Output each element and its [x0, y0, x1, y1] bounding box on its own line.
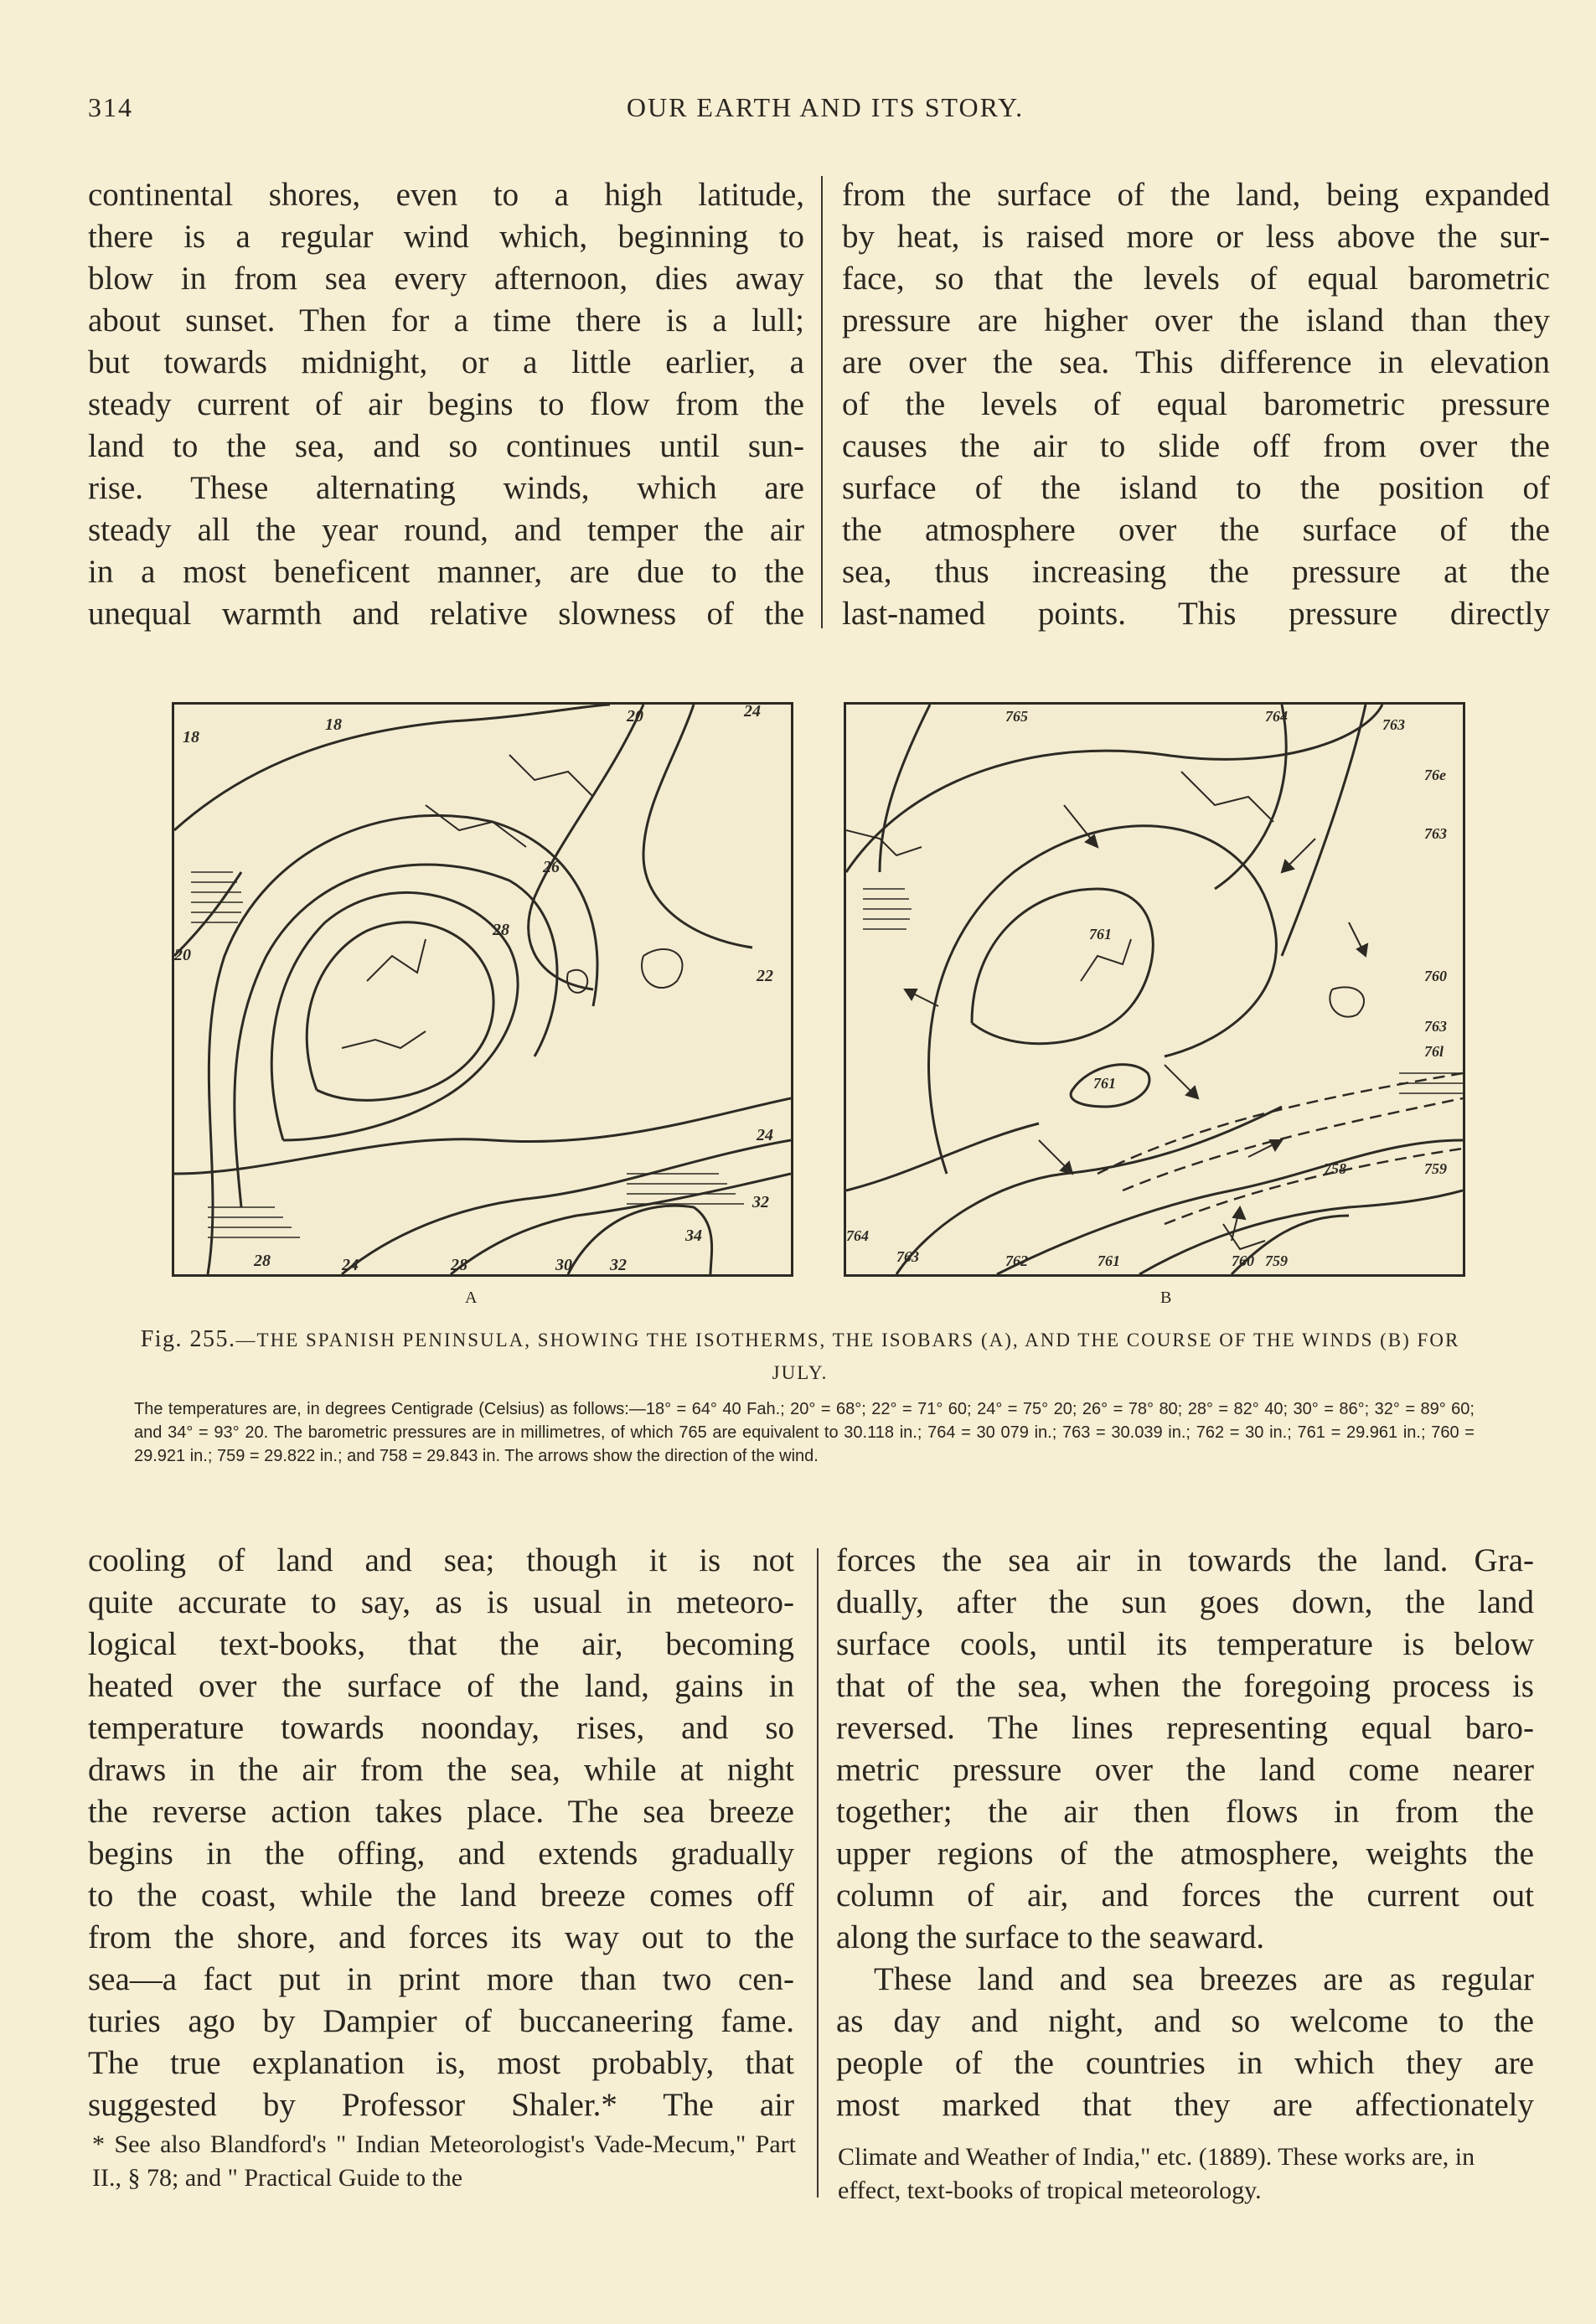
map-label: 763	[1424, 825, 1447, 842]
text-line: The true explanation is, most probably, that	[88, 2045, 794, 2081]
map-label: 34	[685, 1227, 702, 1245]
text-line: the atmosphere over the surface of the	[842, 512, 1550, 548]
map-label: 760	[1424, 968, 1447, 984]
text-line: people of the countries in which they are	[836, 2045, 1534, 2081]
text-line: dually, after the sun goes down, the land	[836, 1584, 1534, 1620]
text-line: steady current of air begins to flow from the	[88, 386, 804, 422]
text-line: temperature towards noonday, rises, and so	[88, 1710, 794, 1746]
text-line: to the coast, while the land breeze comes off	[88, 1877, 794, 1913]
text-line: These land and sea breezes are as regular	[874, 1961, 1534, 1997]
text-line: pressure are higher over the island than they	[842, 302, 1550, 338]
isotherm-map	[172, 702, 793, 1277]
text-line: there is a regular wind which, beginning to	[88, 219, 804, 255]
map-label: 763	[1382, 716, 1405, 733]
bottom-left-column	[88, 1540, 794, 2126]
map-label: 18	[325, 715, 342, 734]
figure-255	[172, 702, 1504, 1289]
page-number: 314	[88, 92, 133, 122]
map-label: 758	[1324, 1160, 1346, 1177]
map-label: 759	[1265, 1252, 1288, 1269]
text-line: the reverse action takes place. The sea breeze	[88, 1794, 794, 1830]
text-line: suggested by Professor Shaler.* The air	[88, 2087, 794, 2123]
text-line: sea, thus increasing the pressure at the	[842, 554, 1550, 590]
text-line: most marked that they are affectionately	[836, 2087, 1534, 2123]
text-line: steady all the year round, and temper the air	[88, 512, 804, 548]
figure-caption-text: —THE SPANISH PENINSULA, SHOWING THE ISOTHERMS, THE ISOBARS (A), AND THE COURSE OF THE WINDS (B) FOR JULY.	[235, 1330, 1460, 1383]
text-line: rise. These alternating winds, which are	[88, 470, 804, 506]
text-line: upper regions of the atmosphere, weights the	[836, 1836, 1534, 1872]
figure-note: The temperatures are, in degrees Centigrade (Celsius) as follows:—18° = 64° 40 Fah.; 20° = 68°; 22° = 71° 60; 24° = 75° 20; 26° = 78° 80; 28° = 82° 40; 30° = 86°; 32° = 89° 60; and 34° = 93° 20. The barometric pressures are in millimetres, of which 765 are equivalent to 30.118 in.; 764 = 30 079 in.; 763 = 30.039 in.; 762 = 30 in.; 761 = 29.961 in.; 760 = 29.921 in.; 759 = 29.822 in.; and 758 = 29.843 in. The arrows show the direction of the wind.	[134, 1400, 1475, 1465]
text-line: forces the sea air in towards the land. Gra-	[836, 1542, 1534, 1578]
isobar-map	[844, 702, 1465, 1277]
map-label: 32	[610, 1256, 627, 1274]
text-line: last-named points. This pressure directly	[842, 596, 1550, 632]
text-line: land to the sea, and so continues until sun-	[88, 428, 804, 464]
map-label: 762	[1005, 1252, 1028, 1269]
map-label: 20	[174, 946, 191, 964]
map-label: 764	[1265, 708, 1288, 725]
map-label: 24	[744, 705, 761, 720]
top-left-column	[88, 174, 804, 635]
text-line: by heat, is raised more or less above the sur-	[842, 219, 1550, 255]
text-line: heated over the surface of the land, gains in	[88, 1668, 794, 1704]
text-line: logical text-books, that the air, becoming	[88, 1626, 794, 1662]
map-label: 32	[752, 1193, 769, 1211]
text-line: about sunset. Then for a time there is a lull;	[88, 302, 804, 338]
text-line: but towards midnight, or a little earlier, a	[88, 344, 804, 380]
text-line: continental shores, even to a high latitude,	[88, 177, 804, 213]
text-line: together; the air then flows in from the	[836, 1794, 1534, 1830]
map-label: 764	[846, 1227, 869, 1244]
page-header	[88, 92, 1562, 134]
map-label: 18	[183, 728, 199, 746]
footnote-right: Climate and Weather of India," etc. (1889). These works are, in effect, text-books of tropical meteorology.	[838, 2143, 1475, 2204]
text-line: reversed. The lines representing equal baro-	[836, 1710, 1534, 1746]
map-label: 24	[757, 1126, 773, 1144]
map-label: 26	[543, 858, 560, 876]
map-label: 761	[1098, 1252, 1120, 1269]
map-label: 765	[1005, 708, 1028, 725]
map-label: 759	[1424, 1160, 1447, 1177]
map-label: 28	[254, 1252, 271, 1270]
panel-label-b: B	[1160, 1289, 1173, 1307]
text-line: from the surface of the land, being expanded	[842, 177, 1550, 213]
figure-caption	[126, 1324, 1475, 1389]
text-line: from the shore, and forces its way out to the	[88, 1919, 794, 1955]
map-label: 761	[1089, 926, 1112, 943]
text-line: metric pressure over the land come nearer	[836, 1752, 1534, 1788]
column-rule	[821, 176, 823, 628]
map-label: 24	[342, 1256, 359, 1274]
map-label: 76e	[1424, 767, 1446, 783]
map-label: 30	[555, 1256, 572, 1274]
bottom-right-column	[836, 1540, 1534, 2126]
text-line: face, so that the levels of equal barometric	[842, 261, 1550, 297]
map-label: 22	[757, 967, 773, 985]
map-label: 760	[1232, 1252, 1254, 1269]
text-line: blow in from sea every afternoon, dies away	[88, 261, 804, 297]
text-line: unequal warmth and relative slowness of the	[88, 596, 804, 632]
footnote-left: * See also Blandford's " Indian Meteorologist's Vade-Mecum," Part II., § 78; and " Practical Guide to the	[92, 2130, 796, 2192]
text-line: sea—a fact put in print more than two cen-	[88, 1961, 794, 1997]
text-line: begins in the offing, and extends gradually	[88, 1836, 794, 1872]
text-line: as day and night, and so welcome to the	[836, 2003, 1534, 2039]
text-line: cooling of land and sea; though it is not	[88, 1542, 794, 1578]
map-label: 28	[451, 1256, 467, 1274]
map-label: 761	[1093, 1075, 1116, 1092]
text-line: in a most beneficent manner, are due to the	[88, 554, 804, 590]
running-title: OUR EARTH AND ITS STORY.	[626, 92, 1025, 122]
map-label: 28	[493, 921, 509, 939]
text-line: causes the air to slide off from over the	[842, 428, 1550, 464]
text-line: that of the sea, when the foregoing process is	[836, 1668, 1534, 1704]
text-line: surface of the island to the position of	[842, 470, 1550, 506]
text-line: of the levels of equal barometric pressure	[842, 386, 1550, 422]
text-line: along the surface to the seaward.	[836, 1919, 1265, 1955]
panel-label-a: A	[465, 1289, 478, 1307]
map-label: 763	[1424, 1018, 1447, 1035]
text-line: turies ago by Dampier of buccaneering fame.	[88, 2003, 794, 2039]
text-line: surface cools, until its temperature is below	[836, 1626, 1534, 1662]
top-right-column	[842, 174, 1550, 635]
isobar-map-svg	[846, 705, 1463, 1274]
map-label: 76l	[1424, 1043, 1444, 1060]
column-rule	[817, 1548, 819, 2197]
map-label: 763	[896, 1248, 919, 1265]
isotherm-map-svg	[174, 705, 791, 1274]
text-line: quite accurate to say, as is usual in meteoro-	[88, 1584, 794, 1620]
figure-number: Fig. 255.	[140, 1326, 236, 1352]
map-label: 20	[627, 707, 643, 726]
text-line: column of air, and forces the current out	[836, 1877, 1534, 1913]
text-line: are over the sea. This difference in elevation	[842, 344, 1550, 380]
text-line: draws in the air from the sea, while at night	[88, 1752, 794, 1788]
